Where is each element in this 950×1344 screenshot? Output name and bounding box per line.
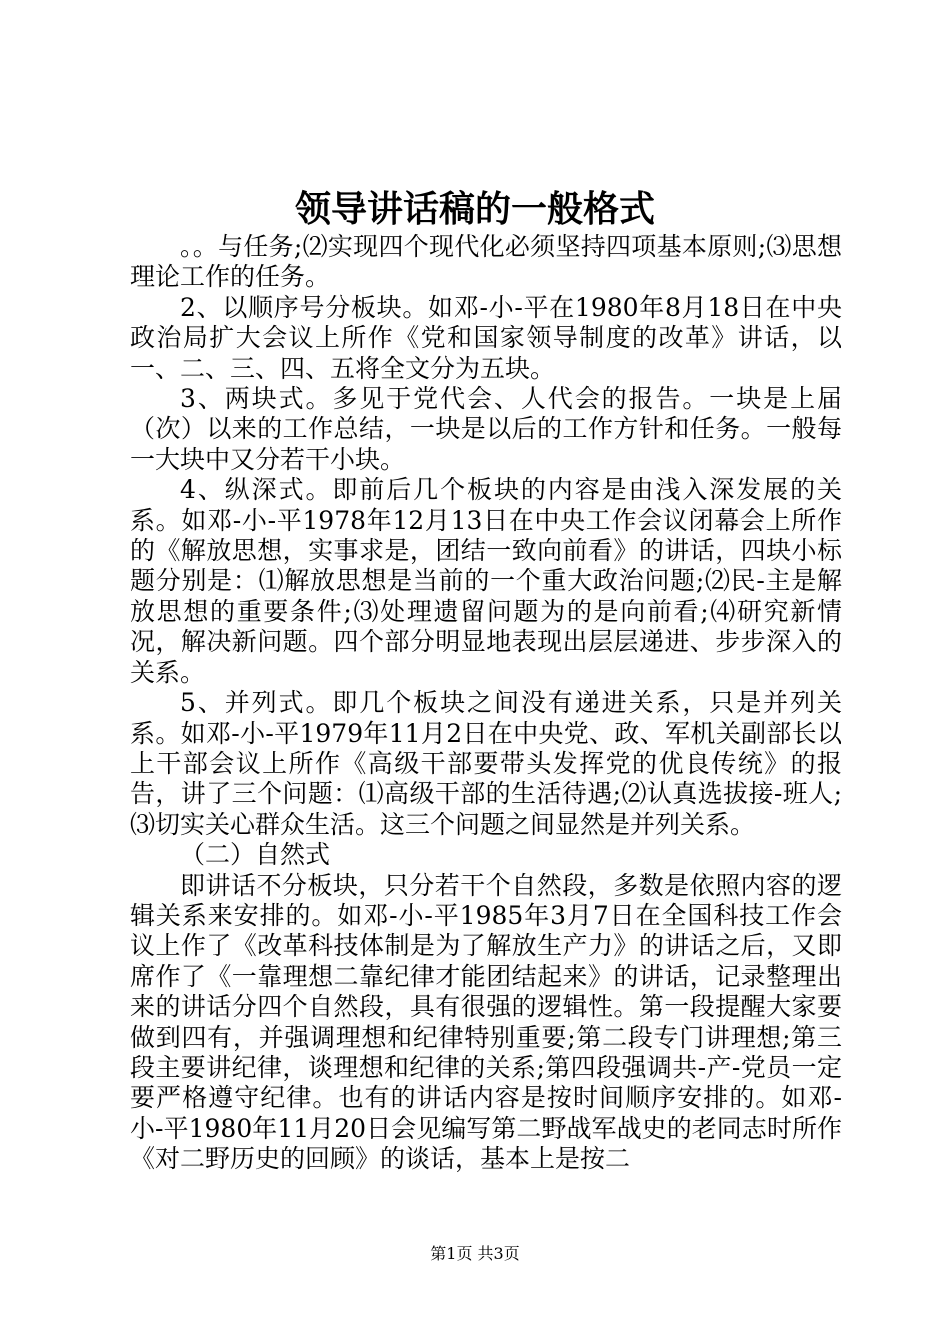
section-heading: （二）自然式 (180, 840, 331, 870)
document-body (130, 232, 842, 1175)
paragraph-3: 3、两块式。多见于党代会、人代会的报告。一块是上届（次）以来的工作总结，一块是以后的工作方针和任务。一般每一大块中又分若干小块。 (130, 384, 842, 474)
paragraph-1: 。。与任务;⑵实现四个现代化必须坚持四项基本原则;⑶思想理论工作的任务。 (130, 232, 842, 292)
paragraph-2: 2、以顺序号分板块。如邓-小-平在1980年8月18日在中央政治局扩大会议上所作《党和国家领导制度的改革》讲话，以一、二、三、四、五将全文分为五块。 (130, 292, 842, 383)
paragraph-5: 5、并列式。即几个板块之间没有递进关系，只是并列关系。如邓-小-平1979年11月2日在中央党、政、军机关副部长以上干部会议上所作《高级干部要带头发挥党的优良传统》的报告，讲了三个问题：⑴高级干部的生活待遇;⑵认真选拔接-班人;⑶切实关心群众生活。这三个问题之间显然是并列关系。 (130, 688, 842, 839)
paragraph-4: 4、纵深式。即前后几个板块的内容是由浅入深发展的关系。如邓-小-平1978年12月13日在中央工作会议闭幕会上所作的《解放思想，实事求是，团结一致向前看》的讲话，四块小标题分别是：⑴解放思想是当前的一个重大政治问题;⑵民-主是解放思想的重要条件;⑶处理遗留问题为的是向前看;⑷研究新情况，解决新问题。四个部分明显地表现出层层递进、步步深入的关系。 (130, 475, 842, 687)
document-title: 领导讲话稿的一般格式 (294, 188, 655, 230)
paragraph-6: 即讲话不分板块，只分若干个自然段，多数是依照内容的逻辑关系来安排的。如邓-小-平1985年3月7日在全国科技工作会议上作了《改革科技体制是为了解放生产力》的讲话之后，又即席作了《一靠理想二靠纪律才能团结起来》的讲话，记录整理出来的讲话分四个自然段，具有很强的逻辑性。第一段提醒大家要做到四有，并强调理想和纪律特别重要;第二段专门讲理想;第三段主要讲纪律，谈理想和纪律的关系;第四段强调共-产-党员一定要严格遵守纪律。也有的讲话内容是按时间顺序安排的。如邓-小-平1980年11月20日会见编写第二野战军战史的老同志时所作《对二野历史的回顾》的谈话，基本上是按二 (130, 870, 842, 1174)
page-footer: 第1页 共3页 (430, 1244, 520, 1263)
